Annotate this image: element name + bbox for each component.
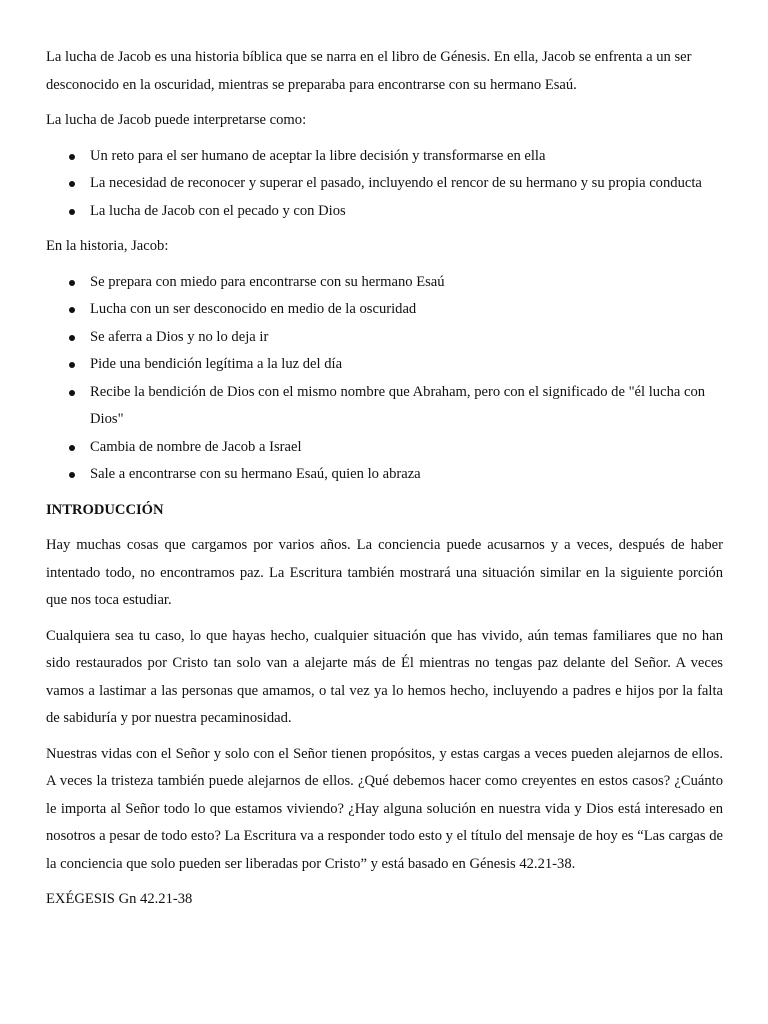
body-paragraph: Cualquiera sea tu caso, lo que hayas hecho, cualquier situación que has vivido, aún temas familiares que no han sido restaurados por Cristo tan solo van a alejarte más de Él mientras no tengas paz delante del Señor. A veces vamos a lastimar a las personas que amamos, o tal vez ya lo hemos hecho, incluyendo a padres e hijos por la falta de sabiduría y por nuestra pecaminosidad. bbox=[46, 627, 723, 726]
bullet-icon bbox=[69, 209, 75, 215]
list-item-text: Sale a encontrarse con su hermano Esaú, quien lo abraza bbox=[90, 466, 421, 482]
body-paragraph: Nuestras vidas con el Señor y solo con el Señor tienen propósitos, y estas cargas a veces pueden alejarnos de ellos. A veces la tristeza también puede alejarnos de ellos. ¿Qué debemos hacer como creyentes en estos casos? ¿Cuánto le importa al Señor todo lo que estamos viviendo? ¿Hay alguna solución en nuestra vida y Dios está interesado en nosotros a pesar de todo esto? La Escritura va a responder todo esto y el título del mensaje de hoy es “Las cargas de la conciencia que solo pueden ser liberadas por Cristo” y está basado en Génesis 42.21-38. bbox=[46, 745, 723, 872]
bullet-icon bbox=[69, 154, 75, 160]
list-item-text: La necesidad de reconocer y superar el pasado, incluyendo el rencor de su hermano y su propia conducta bbox=[90, 175, 702, 191]
list-item bbox=[90, 170, 723, 198]
list-item bbox=[90, 351, 723, 379]
list-item bbox=[90, 269, 723, 297]
interpret-list bbox=[46, 143, 723, 226]
bullet-icon bbox=[69, 445, 75, 451]
bullet-icon bbox=[69, 362, 75, 368]
bullet-icon bbox=[69, 335, 75, 341]
body-paragraph: Hay muchas cosas que cargamos por varios años. La conciencia puede acusarnos y a veces, después de haber intentado todo, no encontramos paz. La Escritura también mostrará una situación similar en la siguiente porción que nos toca estudiar. bbox=[46, 537, 723, 608]
interpret-heading: La lucha de Jacob puede interpretarse como: bbox=[46, 112, 307, 128]
document-page bbox=[46, 44, 723, 922]
list-item bbox=[90, 198, 723, 226]
list-item bbox=[90, 296, 723, 324]
bullet-icon bbox=[69, 181, 75, 187]
intro-paragraph: La lucha de Jacob es una historia bíblica que se narra en el libro de Génesis. En ella, Jacob se enfrenta a un ser desconocido en la oscuridad, mientras se preparaba para encontrarse con su hermano Esaú. bbox=[46, 49, 692, 93]
bullet-icon bbox=[69, 307, 75, 313]
list-item-text: Se aferra a Dios y no lo deja ir bbox=[90, 328, 269, 345]
story-heading: En la historia, Jacob: bbox=[46, 238, 169, 254]
exegesis-label: EXÉGESIS Gn 42.21-38 bbox=[46, 891, 193, 907]
bullet-icon bbox=[69, 390, 75, 396]
list-item bbox=[90, 379, 723, 434]
list-item-text: La lucha de Jacob con el pecado y con Dios bbox=[90, 202, 346, 219]
list-item bbox=[90, 143, 723, 171]
list-item-text: Pide una bendición legítima a la luz del día bbox=[90, 356, 343, 372]
list-item-text: Un reto para el ser humano de aceptar la libre decisión y transformarse en ella bbox=[90, 147, 546, 164]
bullet-icon bbox=[69, 280, 75, 286]
story-list bbox=[46, 269, 723, 489]
list-item-text: Lucha con un ser desconocido en medio de la oscuridad bbox=[90, 301, 417, 317]
list-item-text: Recibe la bendición de Dios con el mismo nombre que Abraham, pero con el significado de "él lucha con Dios" bbox=[90, 383, 706, 427]
bullet-icon bbox=[69, 472, 75, 478]
list-item bbox=[90, 324, 723, 352]
list-item-text: Cambia de nombre de Jacob a Israel bbox=[90, 438, 302, 455]
section-title: INTRODUCCIÓN bbox=[46, 501, 164, 518]
list-item bbox=[90, 434, 723, 462]
list-item bbox=[90, 461, 723, 489]
list-item-text: Se prepara con miedo para encontrarse con su hermano Esaú bbox=[90, 273, 445, 290]
